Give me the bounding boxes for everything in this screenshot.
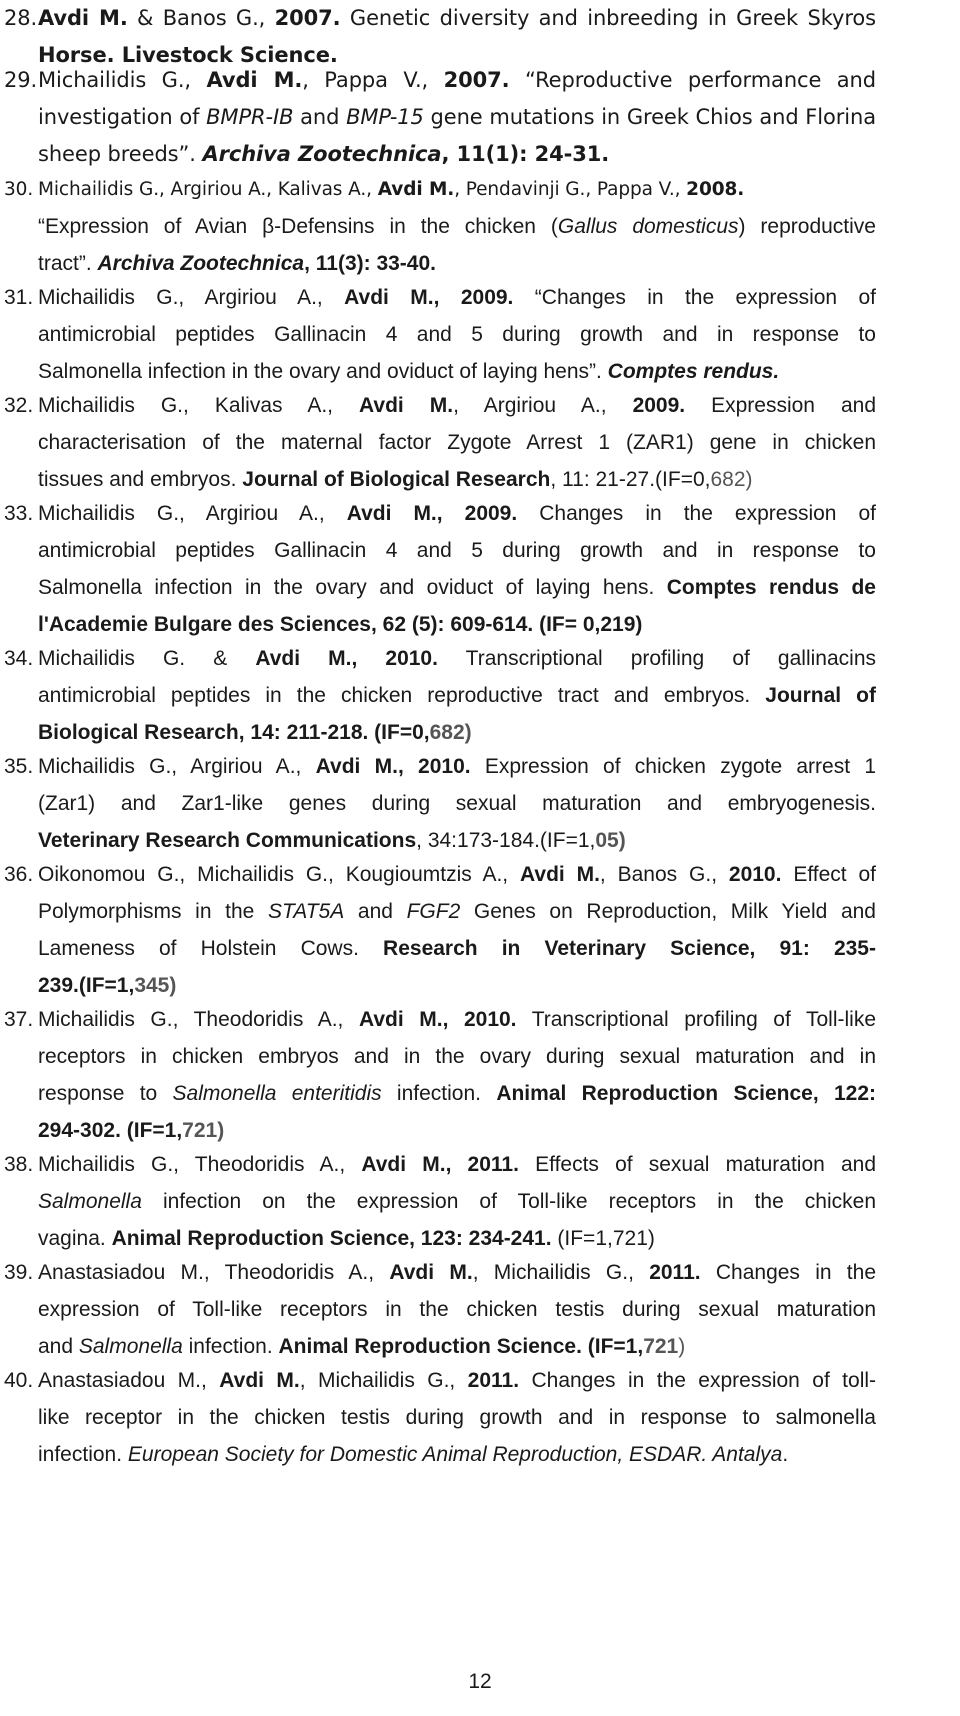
reference-line: investigation of BMPR-IB and BMP-15 gene mutations in Greek Chios and Florina xyxy=(38,105,876,129)
reference-line: Anastasiadou M., Theodoridis A., Avdi M., Michailidis G., 2011. Changes in the xyxy=(38,1261,876,1284)
reference-line: Michailidis G., Argiriou A., Avdi M., 2010. Expression of chicken zygote arrest 1 xyxy=(38,755,876,778)
reference-line: receptors in chicken embryos and in the ovary during sexual maturation and in xyxy=(38,1045,876,1068)
reference-line: like receptor in the chicken testis during growth and in response to salmonella xyxy=(38,1406,876,1429)
reference-number: 29. xyxy=(4,68,38,92)
reference-line: tissues and embryos. Journal of Biological Research, 11: 21-27.(IF=0,682) xyxy=(38,468,753,491)
reference-line: Michailidis G., Avdi M., Pappa V., 2007. “Reproductive performance and xyxy=(38,68,876,92)
reference-number: 37. xyxy=(4,1008,34,1031)
reference-line: Veterinary Research Communications, 34:173-184.(IF=1,05) xyxy=(38,829,626,852)
reference-line: expression of Toll-like receptors in the chicken testis during sexual maturation xyxy=(38,1298,876,1321)
reference-line: l'Academie Bulgare des Sciences, 62 (5): 609-614. (IF= 0,219) xyxy=(38,613,643,636)
reference-line: Michailidis G., Argiriou A., Avdi M., 2009. Changes in the expression of xyxy=(38,502,876,525)
page-number: 12 xyxy=(468,1670,492,1693)
reference-line: antimicrobial peptides Gallinacin 4 and 5 during growth and in response to xyxy=(38,539,876,562)
reference-number: 36. xyxy=(4,863,34,886)
reference-line: Salmonella infection in the ovary and oviduct of laying hens”. Comptes rendus. xyxy=(38,360,780,383)
reference-number: 31. xyxy=(4,286,34,309)
reference-line: Avdi M. & Banos G., 2007. Genetic diversity and inbreeding in Greek Skyros xyxy=(38,6,876,30)
reference-line: characterisation of the maternal factor Zygote Arrest 1 (ZAR1) gene in chicken xyxy=(38,431,876,454)
reference-line: antimicrobial peptides Gallinacin 4 and 5 during growth and in response to xyxy=(38,323,876,346)
reference-line: Polymorphisms in the STAT5A and FGF2 Genes on Reproduction, Milk Yield and xyxy=(38,900,876,923)
reference-line: Michailidis G., Theodoridis A., Avdi M., 2010. Transcriptional profiling of Toll-like xyxy=(38,1008,876,1031)
reference-number: 28. xyxy=(4,6,38,30)
reference-line: antimicrobial peptides in the chicken reproductive tract and embryos. Journal of xyxy=(38,684,876,707)
reference-line: sheep breeds”. Archiva Zootechnica, 11(1): 24-31. xyxy=(38,142,610,166)
reference-line: “Expression of Avian β-Defensins in the chicken (Gallus domesticus) reproductive xyxy=(38,215,876,238)
reference-number: 39. xyxy=(4,1261,34,1284)
reference-line: Michailidis G., Theodoridis A., Avdi M., 2011. Effects of sexual maturation and xyxy=(38,1153,876,1176)
reference-line: Michailidis G. & Avdi M., 2010. Transcriptional profiling of gallinacins xyxy=(38,647,876,670)
reference-line: Lameness of Holstein Cows. Research in Veterinary Science, 91: 235- xyxy=(38,937,876,960)
reference-line: Horse. Livestock Science. xyxy=(38,43,338,67)
reference-line: Salmonella infection in the ovary and oviduct of laying hens. Comptes rendus de xyxy=(38,576,876,599)
reference-line: Michailidis G., Argiriou A., Kalivas A., Avdi M., Pendavinji G., Pappa V., 2008. xyxy=(38,179,745,200)
reference-line: response to Salmonella enteritidis infection. Animal Reproduction Science, 122: xyxy=(38,1082,876,1105)
reference-line: and Salmonella infection. Animal Reproduction Science. (IF=1,721) xyxy=(38,1335,686,1358)
reference-line: Salmonella infection on the expression of Toll-like receptors in the chicken xyxy=(38,1190,876,1213)
reference-line: infection. European Society for Domestic Animal Reproduction, ESDAR. Antalya. xyxy=(38,1443,789,1466)
reference-line: Michailidis G., Argiriou A., Avdi M., 2009. “Changes in the expression of xyxy=(38,286,876,309)
reference-line: Oikonomou G., Michailidis G., Kougioumtzis A., Avdi M., Banos G., 2010. Effect of xyxy=(38,863,876,886)
reference-line: Anastasiadou M., Avdi M., Michailidis G., 2011. Changes in the expression of toll- xyxy=(38,1369,876,1392)
reference-number: 33. xyxy=(4,502,34,525)
reference-line: (Zar1) and Zar1-like genes during sexual maturation and embryogenesis. xyxy=(38,792,876,815)
reference-number: 30. xyxy=(4,179,34,200)
reference-number: 35. xyxy=(4,755,34,778)
reference-line: Biological Research, 14: 211-218. (IF=0,682) xyxy=(38,721,472,744)
reference-line: 294-302. (IF=1,721) xyxy=(38,1119,225,1142)
reference-line: vagina. Animal Reproduction Science, 123: 234-241. (IF=1,721) xyxy=(38,1227,655,1250)
reference-line: Michailidis G., Kalivas A., Avdi M., Argiriou A., 2009. Expression and xyxy=(38,394,876,417)
reference-line: 239.(IF=1,345) xyxy=(38,974,177,997)
reference-line: tract”. Archiva Zootechnica, 11(3): 33-40. xyxy=(38,252,436,275)
reference-number: 40. xyxy=(4,1369,34,1392)
reference-number: 38. xyxy=(4,1153,34,1176)
reference-number: 32. xyxy=(4,394,34,417)
reference-number: 34. xyxy=(4,647,34,670)
